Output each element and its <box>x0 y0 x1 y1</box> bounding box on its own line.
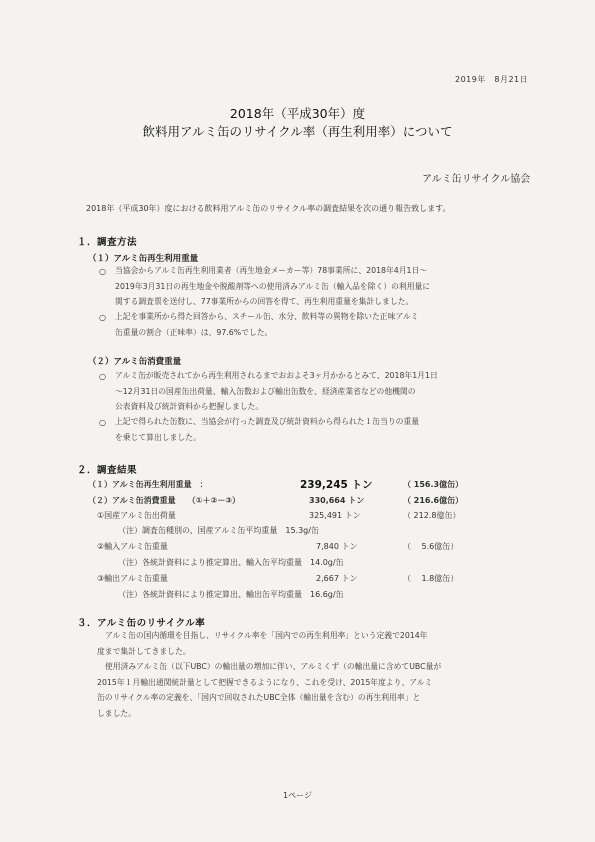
text-line: を乗じて算出しました。 <box>115 432 201 442</box>
result-value-recycled-weight: 239,245 トン <box>300 479 373 491</box>
text-line: 使用済みアルミ缶（以下UBC）の輸出量の増加に伴い、アルミくず（の輸出量に含めてUBC量が <box>105 662 442 671</box>
text-line: 上記で得られた缶数に、当協会が行った調査及び統計資料から得られた１缶当りの重量 <box>115 417 420 426</box>
text-line: ～12月31日の国産缶出荷量、輸入缶数および輸出缶数を、経済産業省などの他機関の <box>115 386 416 396</box>
section3-paragraph2 <box>97 659 441 721</box>
result-note-import: （注）各統計資料により推定算出、輸入缶平均重量 14.0g/缶 <box>118 558 344 567</box>
section1-sub2-item1 <box>115 368 438 415</box>
text-line: 上記を事業所から得た回答から、スチール缶、水分、飲料等の異物を除いた正味アルミ <box>115 312 419 321</box>
result-note-domestic: （注）調査缶種別の、国産アルミ缶平均重量 15.3g/缶 <box>118 526 319 535</box>
section1-sub1-heading: （１）アルミ缶再生利用重量 <box>88 254 199 264</box>
intro-text: 2018年（平成30年）度における飲料用アルミ缶のリサイクル率の調査結果を次の通り報告致します。 <box>86 204 451 213</box>
text-line: 2019年3月31日の再生地金や脱酸剤等への使用済みアルミ缶（輸入品を除く）の利用量に <box>115 281 431 291</box>
result-cans-domestic: （ 212.8億缶） <box>403 511 461 520</box>
section1-sub2-heading: （２）アルミ缶消費重量 <box>88 357 182 367</box>
text-line: 度まで集計してきました。 <box>97 646 191 656</box>
section2-heading: ２．調査結果 <box>77 465 138 476</box>
text-line: 缶重量の割合（正味率）は、97.6%でした。 <box>115 327 273 337</box>
bullet-marker: ○ <box>99 372 106 381</box>
result-cans-recycled: （ 156.3億缶） <box>403 480 464 489</box>
result-cans-import: （ 5.6億缶） <box>403 542 459 551</box>
bullet-marker: ○ <box>99 267 106 276</box>
text-line: アルミ缶が販売されてから再生利用されるまでおおよそ3ヶ月かかるとみて、2018年1月1日 <box>115 371 438 380</box>
section1-heading: １．調査方法 <box>77 237 138 248</box>
document-title-line1: 2018年（平成30年）度 <box>229 106 366 121</box>
organization-name: アルミ缶リサイクル協会 <box>422 174 531 185</box>
result-value-import: 7,840 トン <box>316 542 358 551</box>
result-value-domestic-shipment: 325,491 トン <box>309 511 361 520</box>
result-label-consumption-weight: （２）アルミ缶消費重量 （①＋②－③） <box>88 496 240 505</box>
section3-heading: ３．アルミ缶のリサイクル率 <box>77 618 206 629</box>
result-value-consumption-weight: 330,664 トン <box>309 496 365 505</box>
page-number: 1ページ <box>283 791 312 800</box>
bullet-marker: ○ <box>99 418 106 427</box>
section1-sub2-item2 <box>115 414 419 445</box>
result-cans-export: （ 1.8億缶） <box>403 574 459 583</box>
result-value-export: 2,667 トン <box>316 574 358 583</box>
text-line: 公表資料及び統計資料から把握しました。 <box>115 402 264 411</box>
result-label-import: ②輸入アルミ缶重量 <box>97 542 168 551</box>
report-date: 2019年 8月21日 <box>455 75 529 84</box>
result-label-export: ③輸出アルミ缶重量 <box>97 574 168 583</box>
text-line: 缶のリサイクル率の定義を、「国内で回収されたUBC全体（輸出量を含む）の再生利用率」と <box>97 693 421 702</box>
result-cans-consumption: （ 216.6億缶） <box>403 496 464 505</box>
text-line: 2015年１月輸出通関統計量として把握できるようになり、これを受け、2015年度より、アルミ <box>97 677 433 687</box>
text-line: 関する調査票を送付し、77事業所からの回答を得て、再生利用重量を集計しました。 <box>115 297 414 306</box>
text-line: 当協会からアルミ缶再生利用業者（再生地金メーカー等）78事業所に、2018年4月1日～ <box>115 266 428 275</box>
section1-sub1-item2 <box>115 309 418 340</box>
document-title-line2: 飲料用アルミ缶のリサイクル率（再生利用率）について <box>142 124 453 139</box>
text-line: アルミ缶の国内循環を目指し、リサイクル率を「国内での再生利用率」という定義で2014年 <box>105 631 428 640</box>
text-line: しました。 <box>97 708 136 718</box>
section3-paragraph1 <box>97 628 428 659</box>
result-label-domestic-shipment: ①国産アルミ缶出荷量 <box>97 511 176 520</box>
bullet-marker: ○ <box>99 313 106 322</box>
result-note-export: （注）各統計資料により推定算出、輸出缶平均重量 16.6g/缶 <box>118 590 344 599</box>
section1-sub1-item1 <box>115 263 430 310</box>
result-label-recycled-weight: （１）アルミ缶再生利用重量 ： <box>88 480 208 489</box>
